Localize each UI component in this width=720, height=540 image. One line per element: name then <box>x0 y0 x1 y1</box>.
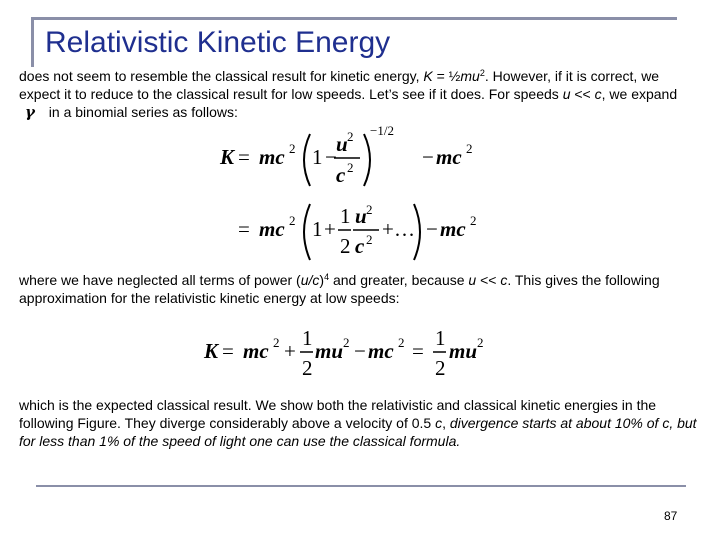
equation-binomial-start <box>214 120 474 198</box>
eq1-neg-half-exp: −1/2 <box>370 123 394 138</box>
eq1-c-exp: 2 <box>347 160 354 175</box>
eq2-half-den: 2 <box>340 234 351 258</box>
paragraph-intro: does not seem to resemble the classical result for kinetic energy, $K = \frac{1}{2}mu^2$. However, if it is correct, we expect it to reduce to the classical result for low speeds. Let’s see if it does. For speeds u << c, we expand γ in a binomial series as follows: <box>19 68 678 121</box>
equation-classical-limit <box>198 322 498 384</box>
eq2-ellipsis: … <box>394 217 415 241</box>
eq1-minus-2: − <box>422 145 434 169</box>
frame-left-line <box>31 17 34 67</box>
eq1-right-paren <box>364 134 370 186</box>
eq3-mc-exp: 2 <box>273 335 280 350</box>
eq3-half-den-2: 2 <box>435 356 446 380</box>
eq3-mc-2-exp: 2 <box>398 335 405 350</box>
eq3-mu: mu <box>315 339 344 363</box>
eq1-mc-2: mc <box>436 145 462 169</box>
eq1-one: 1 <box>312 145 323 169</box>
eq1-minus: − <box>325 145 337 169</box>
eq2-mc-2-exp: 2 <box>470 213 477 228</box>
symbol-c-3: c <box>435 415 443 431</box>
eq3-mu-2-exp: 2 <box>477 335 484 350</box>
eq1-k: K <box>220 145 235 169</box>
eq3-half-num: 1 <box>302 326 313 350</box>
eq1-mc: mc <box>259 145 285 169</box>
eq1-equals: = <box>238 145 250 169</box>
eq2-one: 1 <box>312 217 323 241</box>
eq2-c: c <box>355 234 365 258</box>
eq2-c-exp: 2 <box>366 232 373 247</box>
eq2-plus-2: + <box>382 217 394 241</box>
eq3-plus: + <box>284 339 296 363</box>
symbol-u: u <box>562 86 571 102</box>
eq2-u: u <box>355 204 367 228</box>
eq3-mc-2: mc <box>368 339 394 363</box>
eq2-mc-exp: 2 <box>289 213 296 228</box>
symbol-k: K <box>423 68 433 84</box>
equation-binomial-expanded <box>214 198 484 264</box>
conclusion-italic-text: divergence starts at about 10% of c, but for less than 1% of the speed of light one can use the classical formula. <box>19 415 697 449</box>
page-number: 87 <box>664 509 678 523</box>
ratio-u-over-c: u/c <box>300 272 320 288</box>
eq3-minus: − <box>354 339 366 363</box>
eq2-minus: − <box>426 217 438 241</box>
eq2-plus: + <box>324 217 336 241</box>
eq2-equals: = <box>238 217 250 241</box>
eq1-u-exp: 2 <box>347 129 354 144</box>
eq3-k: K <box>204 339 219 363</box>
gamma-symbol: γ <box>25 103 35 121</box>
slide-title: Relativistic Kinetic Energy <box>45 26 391 59</box>
eq3-mu-2: mu <box>449 339 478 363</box>
exponent-2: 2 <box>479 68 485 78</box>
eq2-mc-2: mc <box>440 217 466 241</box>
exponent-4: 4 <box>324 272 330 282</box>
eq1-c: c <box>336 163 346 187</box>
eq2-half-num: 1 <box>340 204 351 228</box>
eq2-u-exp: 2 <box>366 202 373 217</box>
eq3-half-den: 2 <box>302 356 313 380</box>
bottom-divider <box>36 485 686 487</box>
eq1-u: u <box>336 132 348 156</box>
eq3-mc: mc <box>243 339 269 363</box>
eq3-mu-exp: 2 <box>343 335 350 350</box>
symbol-u-2: u <box>468 272 477 288</box>
paragraph-conclusion: which is the expected classical result. We show both the relativistic and classical kinetic energies in the following Figure. They diverge considerably above a velocity of 0.5 c, divergence starts at about 10% of c, but for less than 1% of the speed of light one can use the classical formula. <box>19 397 697 449</box>
eq3-equals-2: = <box>412 339 424 363</box>
eq1-mc-2-exp: 2 <box>466 141 473 156</box>
symbol-c-2: c <box>500 272 508 288</box>
frame-top-line <box>31 17 677 20</box>
paragraph-approximation: where we have neglected all terms of power $(u/c)^4$ and greater, because u << c. This gives the following approximation for the relativistic kinetic energy at low speeds: <box>19 272 660 306</box>
eq2-left-paren <box>304 204 310 260</box>
eq1-mc-exp: 2 <box>289 141 296 156</box>
eq2-mc: mc <box>259 217 285 241</box>
eq1-left-paren <box>304 134 310 186</box>
symbol-c: c <box>594 86 602 102</box>
eq3-half-num-2: 1 <box>435 326 446 350</box>
symbol-mu: mu <box>460 68 480 84</box>
eq3-equals: = <box>222 339 234 363</box>
